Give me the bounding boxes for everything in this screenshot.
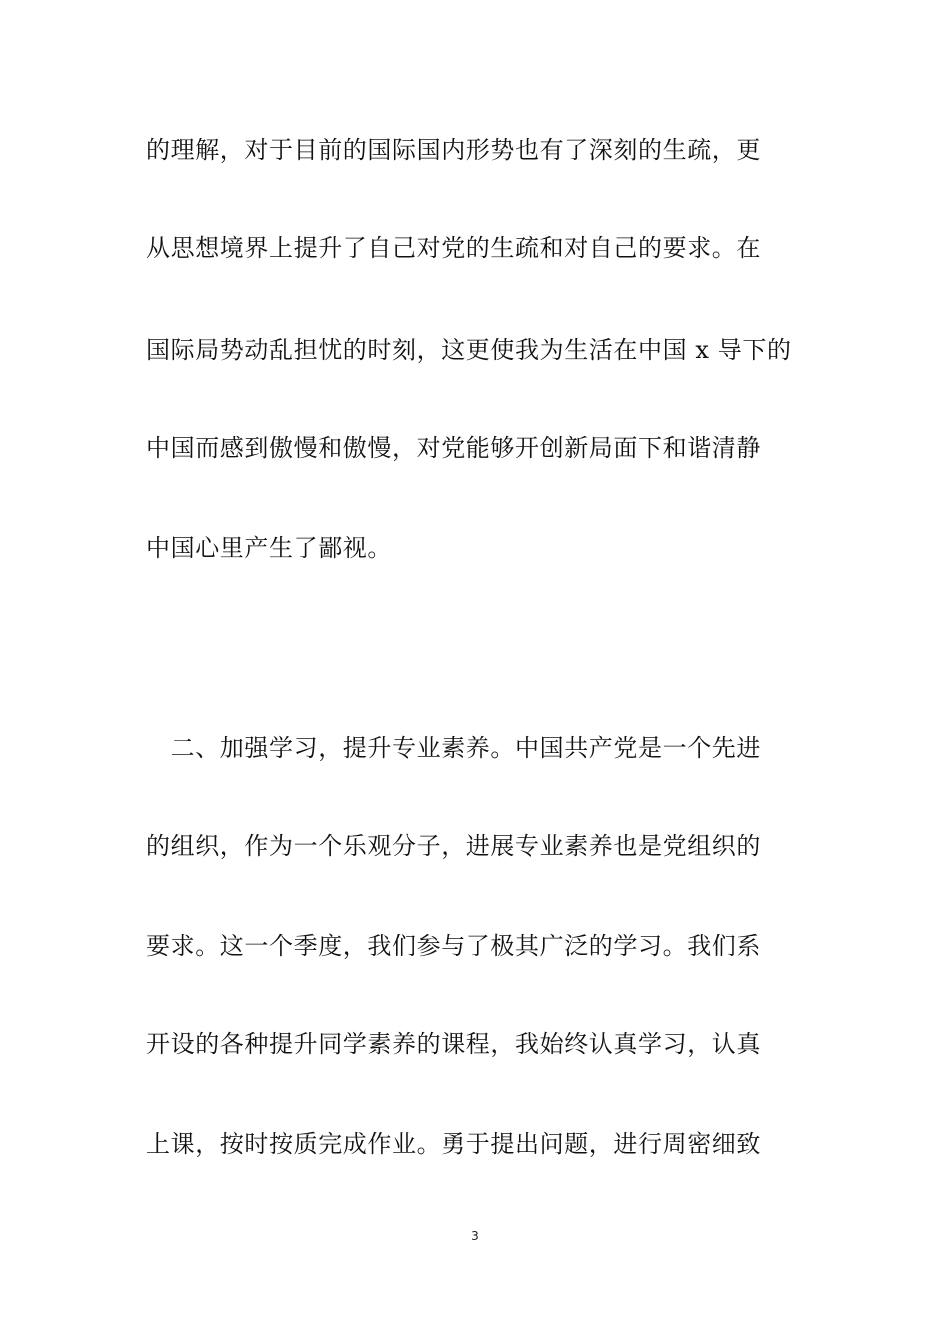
text-line: 的组织，作为一个乐观分子，进展专业素养也是党组织的 xyxy=(146,832,761,860)
text-line: 国际局势动乱担忧的时刻，这更使我为生活在中国 x 导下的 xyxy=(146,336,792,364)
text-line: 上课，按时按质完成作业。勇于提出问题，进行周密细致 xyxy=(146,1130,761,1158)
text-line: 中国而感到傲慢和傲慢，对党能够开创新局面下和谐清静 xyxy=(146,434,761,462)
text-line: 中国心里产生了鄙视。 xyxy=(146,534,392,562)
page-number: 3 xyxy=(471,1229,479,1243)
text-line: 的理解，对于目前的国际国内形势也有了深刻的生疏，更 xyxy=(146,136,761,164)
text-line: 从思想境界上提升了自己对党的生疏和对自己的要求。在 xyxy=(146,234,761,262)
text-line: 要求。这一个季度，我们参与了极其广泛的学习。我们系 xyxy=(146,932,761,960)
text-line: 二、加强学习，提升专业素养。中国共产党是一个先进 xyxy=(146,734,761,762)
text-line: 开设的各种提升同学素养的课程，我始终认真学习，认真 xyxy=(146,1030,761,1058)
